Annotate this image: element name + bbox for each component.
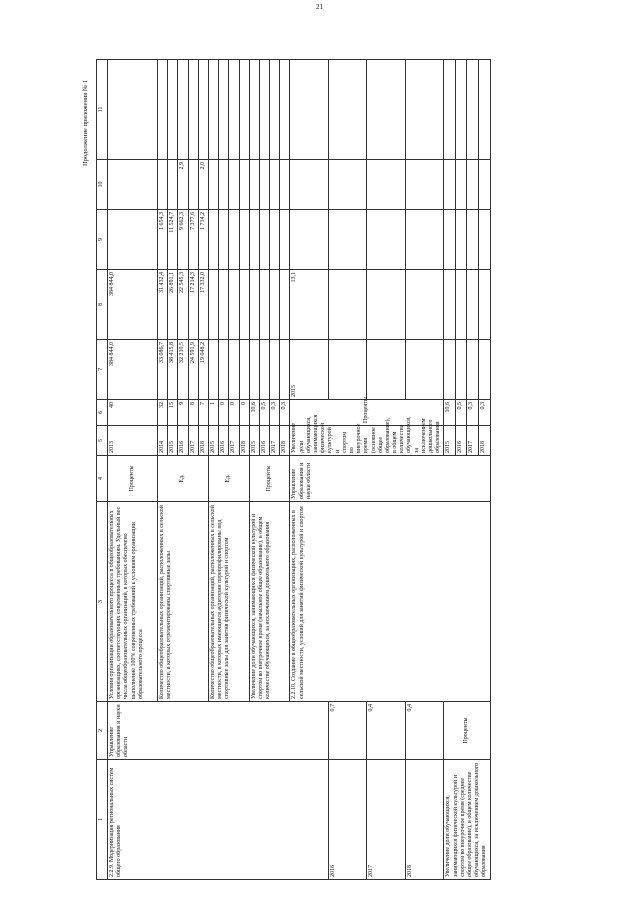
col-header: 1 <box>97 760 108 880</box>
col-header: 9 <box>97 210 108 270</box>
col-header: 6 <box>97 400 108 426</box>
year-cell: 2018 <box>280 426 290 456</box>
value-cell: 0,4 <box>405 702 443 760</box>
year-cell: 2017 <box>467 426 479 456</box>
value-cell: 22 545,3 <box>178 270 188 340</box>
value-cell: 2,9 <box>178 160 188 210</box>
value-cell: 1 714,2 <box>198 210 208 270</box>
indicator-cell: Количество общеобразовательных организаций, расположенных в сельской местности, в которых имеющиеся аудитории перепрофилированы под спортивные залы для занятия физической культурой и спортом <box>208 502 249 702</box>
year-cell: 2016 <box>178 426 188 456</box>
col-header: 5 <box>97 426 108 456</box>
executor-cell: Управление образования и науки области <box>290 456 490 502</box>
col-header: 8 <box>97 270 108 340</box>
value-cell: 0 <box>239 400 249 426</box>
year-cell: 2015 <box>249 426 259 456</box>
value-cell: 0,4 <box>367 702 405 760</box>
col-header: 10 <box>97 160 108 210</box>
value-cell <box>168 160 178 210</box>
value-cell: 15 <box>168 400 178 426</box>
value-cell <box>158 160 168 210</box>
value-cell: 1 654,3 <box>158 210 168 270</box>
value-cell: 32 210,5 <box>178 340 188 400</box>
indicator-cell: Увеличение доли обучающихся, занимающихся физической культурой и спортом во внеурочное время (среднее общее образование), в общем количестве обучающихся, за исключением дошкольного образования <box>444 760 490 880</box>
value-cell: 384 844,0 <box>108 270 158 340</box>
col-header: 7 <box>97 340 108 400</box>
value-cell: 0,7 <box>328 702 366 760</box>
value-cell: 0,3 <box>478 400 490 426</box>
value-cell: 0,5 <box>455 400 467 426</box>
rotated-table-container <box>82 60 556 880</box>
year-cell: 2017 <box>229 426 239 456</box>
appendix-label: Продолжение приложения № 1 <box>82 80 89 166</box>
value-cell: 33 086,7 <box>158 340 168 400</box>
value-cell: 17 214,3 <box>188 270 198 340</box>
rotated-page-area <box>82 60 556 880</box>
value-cell: 0,5 <box>259 400 269 426</box>
year-cell: 2014 <box>158 426 168 456</box>
year-cell: 2017 <box>270 426 280 456</box>
value-cell: 0,3 <box>467 400 479 426</box>
value-cell: 7 <box>198 400 208 426</box>
year-cell: 2018 <box>405 760 443 880</box>
value-cell: 13,1 <box>290 270 328 340</box>
value-cell: 10,6 <box>444 400 456 426</box>
year-cell: 2015 <box>168 426 178 456</box>
value-cell: 0,3 <box>270 400 280 426</box>
year-cell: 2016 <box>328 760 366 880</box>
value-cell: 17 332,0 <box>198 270 208 340</box>
value-cell: 31 432,4 <box>158 270 168 340</box>
col-header: 2 <box>97 702 108 760</box>
indicator-cell: Увеличение доли обучающихся, занимающихся физической культурой и спортом во внеурочное время (начальное общее образование), в общем количестве обучающихся, за исключением дошкольного образования <box>249 502 290 702</box>
value-cell: 26 891,1 <box>168 270 178 340</box>
value-cell: 40 <box>108 400 158 426</box>
unit-cell: Ед. <box>158 456 209 502</box>
year-cell: 2016 <box>219 426 229 456</box>
year-cell: 2016 <box>259 426 269 456</box>
value-cell: 1 <box>208 400 218 426</box>
value-cell: 32 <box>158 400 168 426</box>
year-cell: 2017 <box>367 760 405 880</box>
year-cell: 2018 <box>239 426 249 456</box>
unit-cell: Проценты <box>444 702 490 760</box>
value-cell: 0,3 <box>280 400 290 426</box>
year-cell: 2016 <box>455 426 467 456</box>
unit-cell: Проценты <box>290 400 444 426</box>
col-header: 3 <box>97 502 108 702</box>
unit-cell: Ед. <box>208 456 249 502</box>
value-cell: 10,6 <box>249 400 259 426</box>
page-number: 21 <box>316 3 323 11</box>
indicator-cell: Условия организации образовательного процесса в общеобразовательных организациях, соответствующих современным требованиям. Удельный вес числа общеобразовательных организаций, в которых обеспечено выполнение 100% современных требований к условиям организации образовательного процесса <box>108 502 158 702</box>
indicator-cell: Количество общеобразовательных организаций, расположенных в сельской местности, в которых отремонтированы спортивные залы <box>158 502 209 702</box>
value-cell: 2,0 <box>198 160 208 210</box>
value-cell: 38 415,8 <box>168 340 178 400</box>
unit-cell: Проценты <box>249 456 290 502</box>
measure-cell: 2.2.9. Модернизация региональных систем общего образования <box>108 760 329 880</box>
year-cell: 2015 <box>208 426 218 456</box>
value-cell: 9 662,3 <box>178 210 188 270</box>
value-cell: 9 <box>178 400 188 426</box>
value-cell: 19 048,2 <box>198 340 208 400</box>
executor-cell: Управление образования и науки области <box>108 702 329 760</box>
measure-cell: 2.2.10. Создание в общеобразовательных организациях, расположенных в сельской местности, условий для занятий физической культурой и спортом <box>290 502 490 702</box>
program-table <box>96 59 491 880</box>
value-cell: 24 591,9 <box>188 340 198 400</box>
col-header: 4 <box>97 456 108 502</box>
value-cell: 11 524,7 <box>168 210 178 270</box>
value-cell: 8 <box>188 400 198 426</box>
year-cell: 2015 <box>290 340 328 400</box>
table-row <box>108 60 158 880</box>
value-cell <box>188 160 198 210</box>
year-cell: 2017 <box>188 426 198 456</box>
value-cell: 0 <box>229 400 239 426</box>
col-header: 11 <box>97 60 108 160</box>
value-cell: 7 377,6 <box>188 210 198 270</box>
year-cell: 2015 <box>444 426 456 456</box>
value-cell: 384 844,0 <box>108 340 158 400</box>
year-cell: 2018 <box>198 426 208 456</box>
indicator-cell: Увеличение доли обучающихся, занимающихся физической культурой и спортом во внеурочное время (основное общее образование), в общем количестве обучающихся, за исключением дошкольного образования <box>290 426 444 456</box>
value-cell: 0 <box>219 400 229 426</box>
header-row <box>97 60 108 880</box>
year-cell: 2013 <box>108 426 158 456</box>
unit-cell: Проценты <box>108 456 158 502</box>
year-cell: 2018 <box>478 426 490 456</box>
